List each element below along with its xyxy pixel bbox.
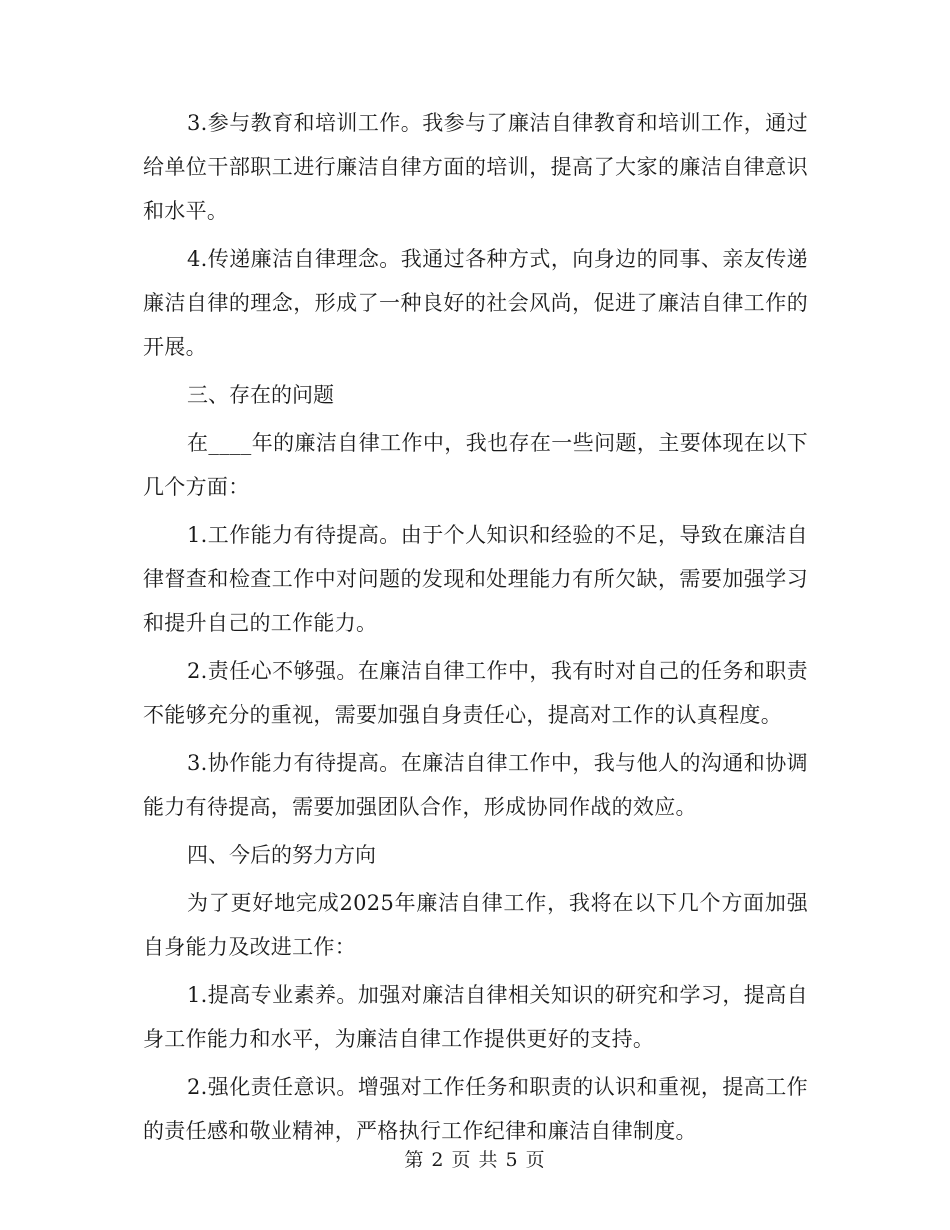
section-heading-problems: 三、存在的问题 <box>187 383 334 407</box>
paragraph-professional-quality: 1.提高专业素养。加强对廉洁自律相关知识的研究和学习，提高自身工作能力和水平，为廉洁自律工作提供更好的支持。 <box>143 983 808 1051</box>
paragraph-spread-concept: 4.传递廉洁自律理念。我通过各种方式，向身边的同事、亲友传递廉洁自律的理念，形成了一种良好的社会风尚，促进了廉洁自律工作的开展。 <box>143 247 808 359</box>
section-heading-future-direction: 四、今后的努力方向 <box>187 843 376 867</box>
paragraph-work-ability: 1.工作能力有待提高。由于个人知识和经验的不足，导致在廉洁自律督查和检查工作中对问题的发现和处理能力有所欠缺，需要加强学习和提升自己的工作能力。 <box>143 523 808 635</box>
paragraph-cooperation: 3.协作能力有待提高。在廉洁自律工作中，我与他人的沟通和协调能力有待提高，需要加强团队合作，形成协同作战的效应。 <box>143 751 808 819</box>
page-number-footer: 第 2 页 共 5 页 <box>404 1149 546 1171</box>
paragraph-responsibility: 2.责任心不够强。在廉洁自律工作中，我有时对自己的任务和职责不能够充分的重视，需要加强自身责任心，提高对工作的认真程度。 <box>143 659 808 727</box>
document-body <box>143 101 808 1157</box>
paragraph-problems-intro: 在____年的廉洁自律工作中，我也存在一些问题，主要体现在以下几个方面： <box>143 431 808 499</box>
paragraph-responsibility-awareness: 2.强化责任意识。增强对工作任务和职责的认识和重视，提高工作的责任感和敬业精神，严格执行工作纪律和廉洁自律制度。 <box>143 1075 808 1143</box>
paragraph-education-training: 3.参与教育和培训工作。我参与了廉洁自律教育和培训工作，通过给单位干部职工进行廉洁自律方面的培训，提高了大家的廉洁自律意识和水平。 <box>143 111 808 223</box>
paragraph-future-intro: 为了更好地完成2025年廉洁自律工作，我将在以下几个方面加强自身能力及改进工作： <box>143 891 808 959</box>
